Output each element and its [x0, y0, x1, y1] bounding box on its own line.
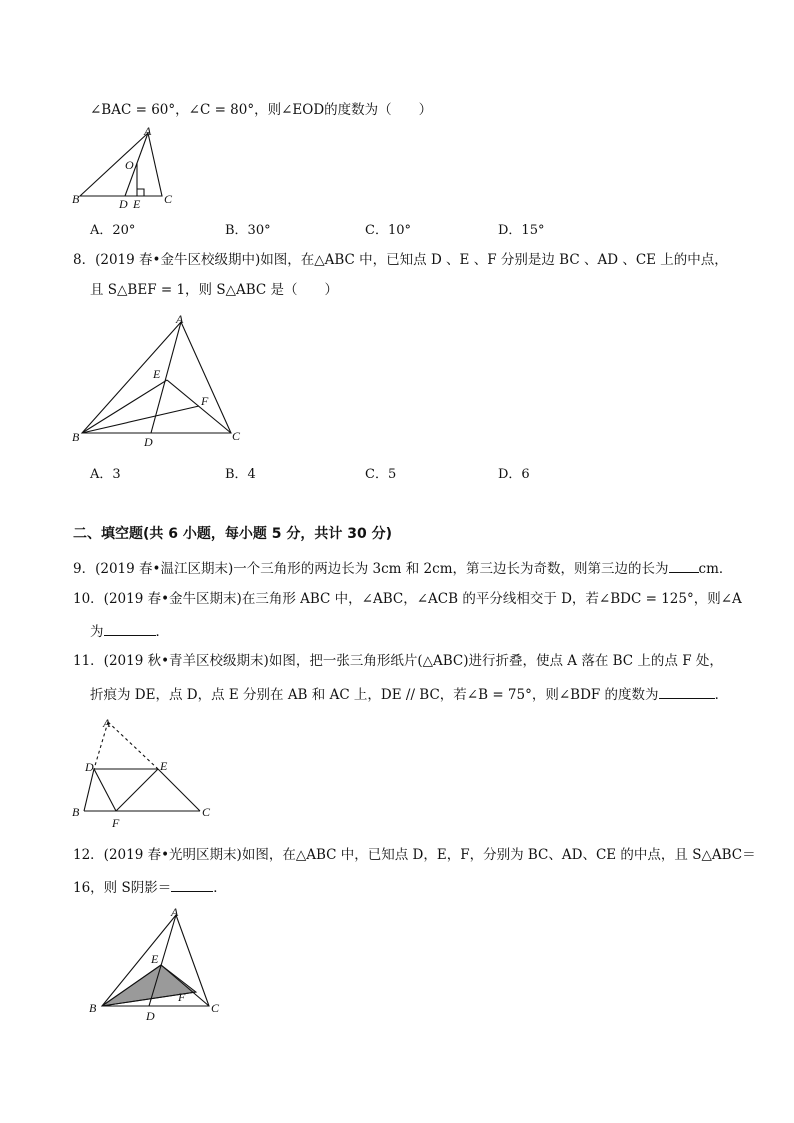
- q8-option-c[interactable]: C．5: [365, 467, 397, 482]
- q12-label-b: B: [89, 1001, 97, 1015]
- q12-label-e: E: [151, 952, 159, 966]
- q11-label-e: E: [160, 759, 168, 773]
- q11-answer-blank[interactable]: [659, 684, 715, 699]
- q7-right-angle-mark: [137, 189, 144, 196]
- q8-figure: [70, 312, 250, 447]
- q8-option-b[interactable]: B．4: [225, 467, 256, 482]
- q11-label-d: D: [85, 760, 94, 774]
- q9-text-after: cm．: [698, 561, 733, 577]
- q7-option-b[interactable]: B．30°: [225, 223, 271, 238]
- q8-label-c: C: [232, 429, 241, 443]
- q12-label-f: F: [178, 990, 186, 1004]
- q7-label-e: E: [133, 197, 141, 211]
- q7-triangle-abc: [80, 133, 162, 196]
- q8-segment-be: [82, 380, 167, 433]
- q12-answer-blank[interactable]: [171, 877, 213, 892]
- q12-text-after: ．: [213, 880, 227, 896]
- q9-stem: [73, 558, 732, 578]
- q8-segment-bf: [82, 406, 199, 433]
- q11-label-b: B: [72, 805, 80, 819]
- q9-text-before: 9．(2019 春•温江区期末)一个三角形的两边长为 3cm 和 2cm，第三边长为奇数，则第三边的长为: [73, 561, 669, 577]
- q10-answer-blank[interactable]: [104, 621, 156, 636]
- q12-text-before: 16，则 S阴影＝: [73, 880, 172, 896]
- q7-option-d[interactable]: D．15°: [498, 223, 545, 238]
- q12-label-a: A: [171, 905, 179, 919]
- q8-label-f: F: [201, 394, 209, 408]
- q12-stem-line1: 12．(2019 春•光明区期末)如图，在△ABC 中，已知点 D，E，F，分别为 BC、AD、CE 的中点，且 S△ABC＝: [73, 847, 756, 863]
- q8-option-d[interactable]: D．6: [498, 467, 530, 482]
- q7-label-d: D: [119, 197, 128, 211]
- q12-figure: [85, 905, 235, 1025]
- q11-segment-db: [84, 769, 94, 811]
- q7-label-a: A: [144, 124, 152, 138]
- q11-segment-ec: [158, 769, 200, 811]
- q8-label-d: D: [144, 435, 153, 449]
- q12-stem-line2: [73, 877, 227, 897]
- q7-stem: ∠BAC = 60°，∠C = 80°，则∠EOD的度数为（ ）: [90, 102, 433, 118]
- q11-text-before: 折痕为 DE，点 D，点 E 分别在 AB 和 AC 上，DE // BC，若∠B = 75°，则∠BDF 的度数为: [90, 687, 659, 703]
- q8-label-b: B: [72, 430, 80, 444]
- q11-label-c: C: [202, 805, 211, 819]
- q8-label-e: E: [153, 367, 161, 381]
- section-heading: 二、填空题(共 6 小题，每小题 5 分，共计 30 分): [73, 526, 393, 542]
- q11-text-after: ．: [714, 687, 729, 703]
- q10-text-before: 为: [90, 624, 104, 640]
- q11-stem-line1: 11．(2019 秋•青羊区校级期末)如图，把一张三角形纸片(△ABC)进行折叠，使点 A 落在 BC 上的点 F 处，: [73, 653, 723, 669]
- q7-figure: [70, 125, 180, 210]
- q12-label-c: C: [211, 1001, 220, 1015]
- q12-label-d: D: [146, 1009, 155, 1023]
- q11-label-a: A: [103, 716, 111, 730]
- q9-answer-blank[interactable]: [669, 558, 699, 573]
- q11-dashed-ae: [108, 722, 158, 769]
- q7-option-c[interactable]: C．10°: [365, 223, 411, 238]
- q8-label-a: A: [176, 312, 184, 326]
- q10-stem-line1: 10．(2019 春•金牛区期末)在三角形 ABC 中，∠ABC，∠ACB 的平分线相交于 D，若∠BDC = 125°，则∠A: [73, 591, 742, 607]
- q11-stem-line2: [90, 684, 728, 704]
- q7-option-a[interactable]: A．20°: [90, 223, 136, 238]
- q11-label-f: F: [112, 816, 120, 830]
- q11-figure: [70, 712, 220, 832]
- q7-label-c: C: [164, 192, 173, 206]
- q8-option-a[interactable]: A．3: [90, 467, 121, 482]
- q7-label-b: B: [72, 192, 80, 206]
- q7-label-o: O: [125, 158, 134, 172]
- q11-segment-df: [94, 769, 116, 811]
- q8-stem-line2: 且 S△BEF = 1，则 S△ABC 是（ ）: [90, 282, 339, 298]
- q11-segment-fe: [116, 769, 158, 811]
- q8-stem-line1: 8．(2019 春•金牛区校级期中)如图，在△ABC 中，已知点 D 、E 、F 分别是边 BC 、AD 、CE 上的中点，: [73, 252, 728, 268]
- q10-stem-line2: [90, 621, 169, 641]
- q10-text-after: ．: [155, 624, 169, 640]
